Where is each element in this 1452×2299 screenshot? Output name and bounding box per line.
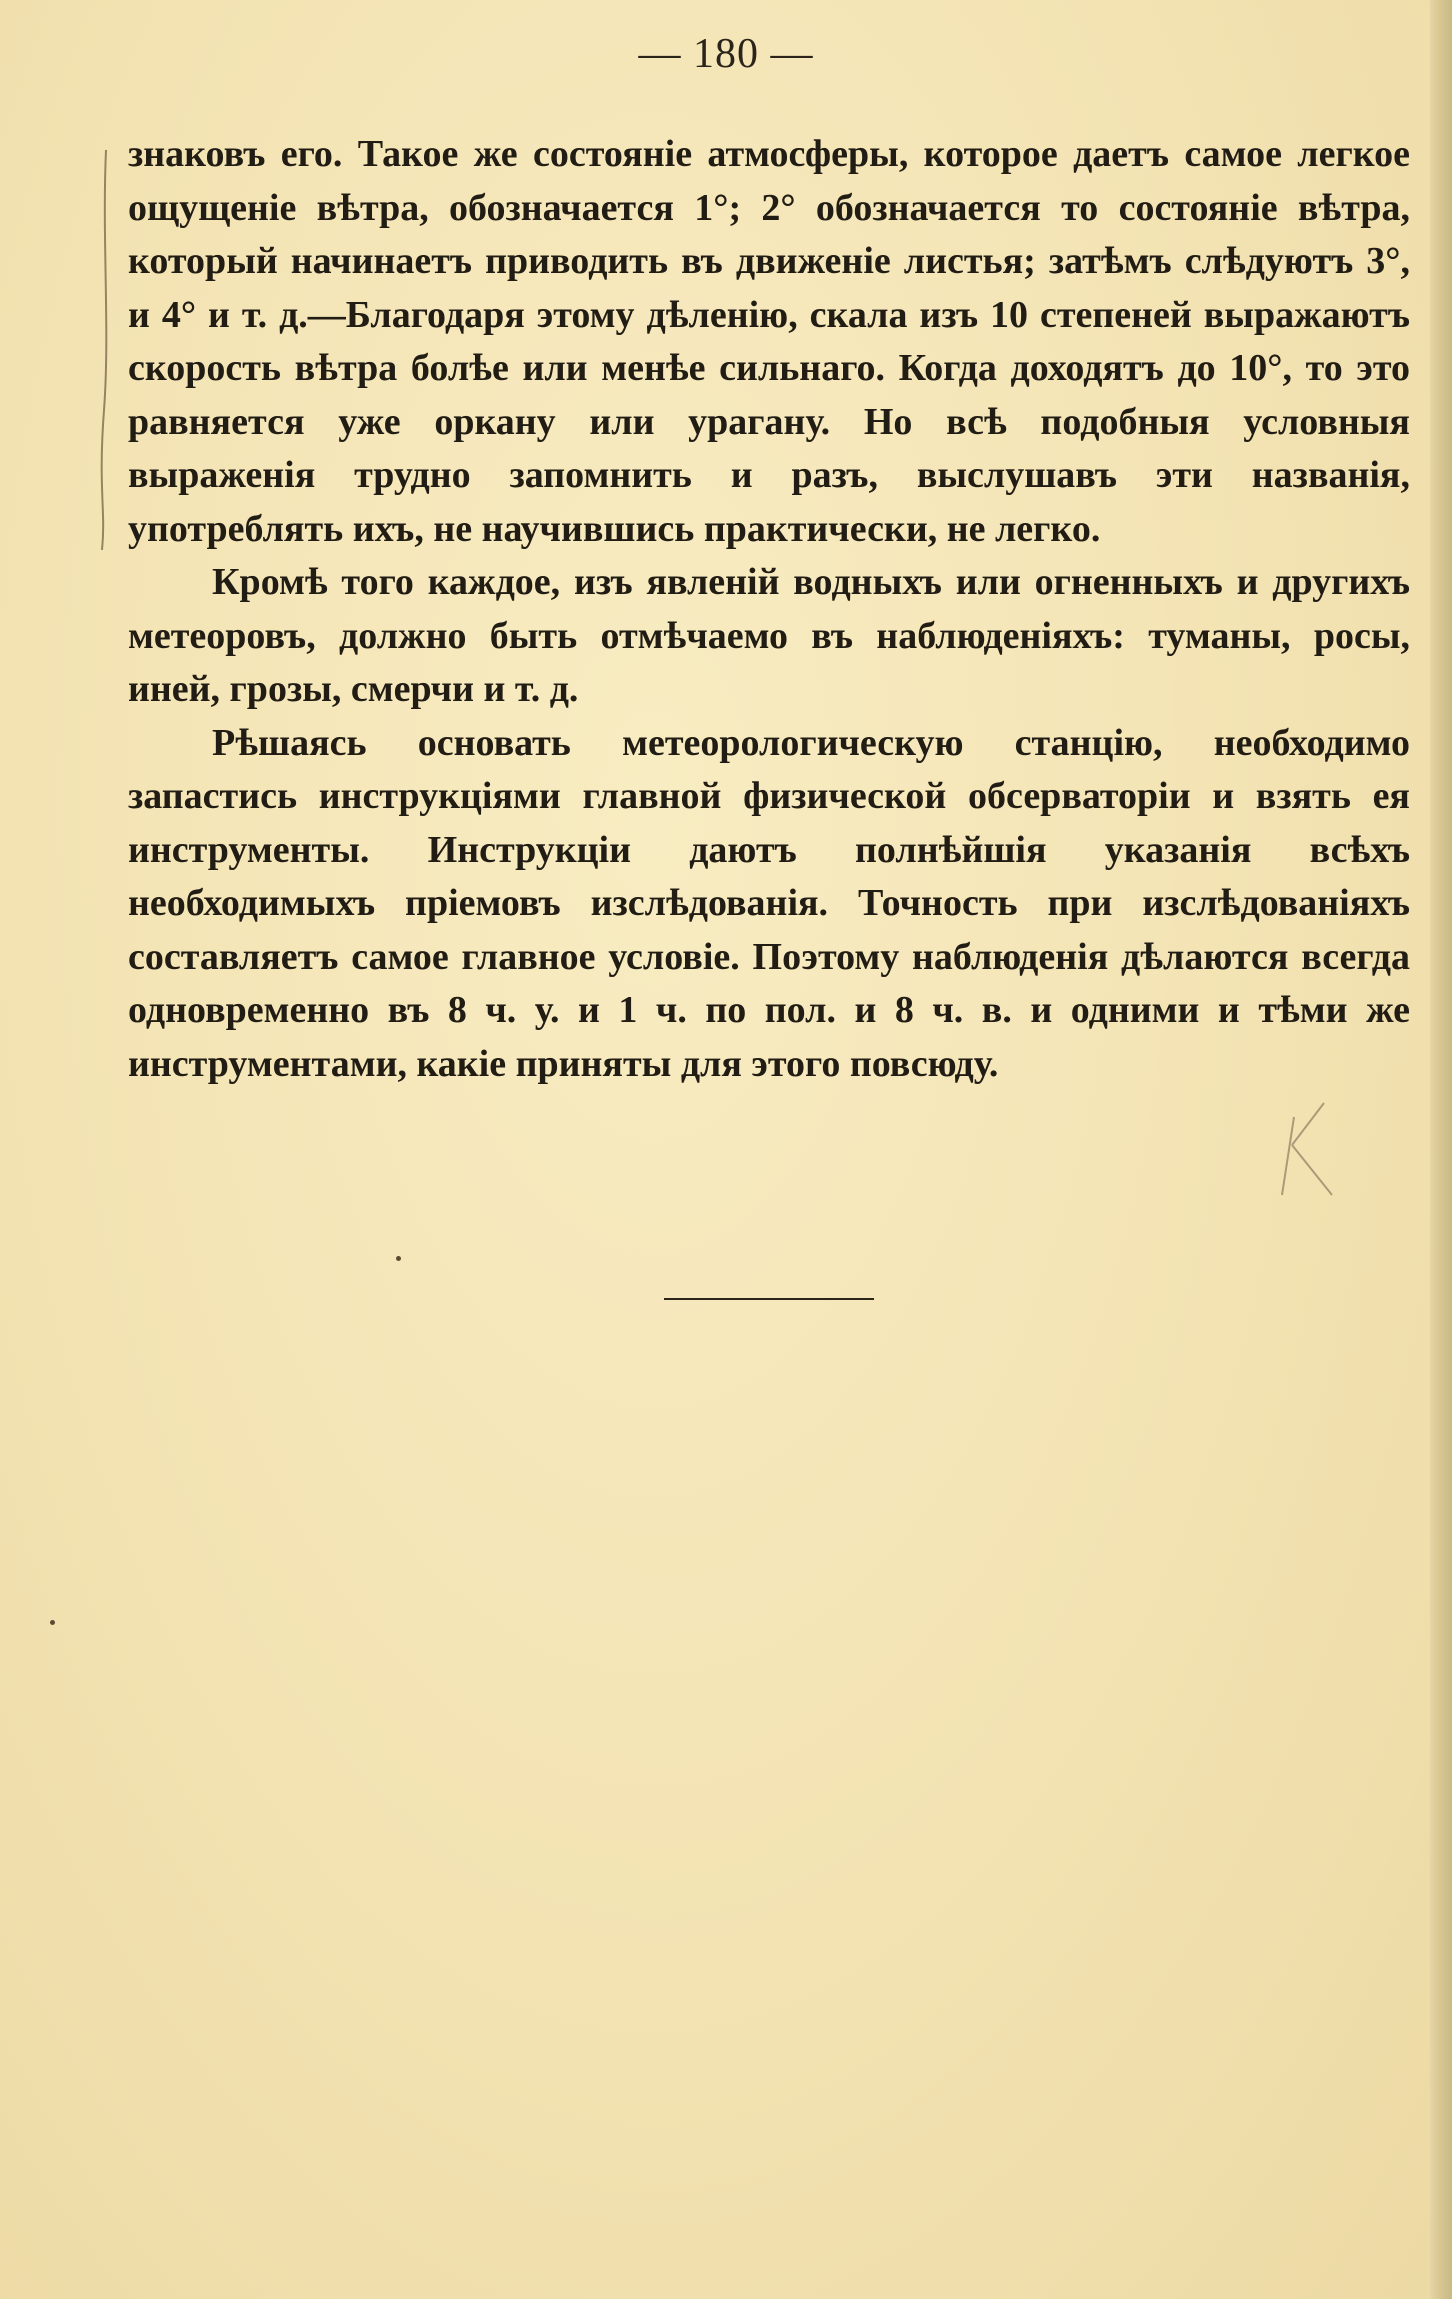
page-number: — 180 — xyxy=(638,31,814,77)
section-separator-rule xyxy=(664,1298,874,1300)
paper-speck xyxy=(396,1256,401,1261)
paragraph-2: Кромѣ того каждое, изъ явленiй водныхъ или огненныхъ и другихъ метеоровъ, должно быть отмѣчаемо въ наблюденiяхъ: туманы, росы, иней, грозы, смерчи и т. д. xyxy=(128,561,1410,710)
page-edge xyxy=(1430,0,1452,2299)
body-text xyxy=(128,128,1410,1091)
paragraph-1: знаковъ его. Такое же состоянiе атмосферы, которое даетъ самое легкое ощущенiе вѣтра, обозначается 1°; 2° обозначается то состоянiе вѣтра, который начинаетъ приводить въ движенiе листья; затѣмъ слѣдуютъ 3°, и 4° и т. д.—Благодаря этому дѣленiю, скала изъ 10 степеней выражаютъ скорость вѣтра болѣе или менѣе сильнаго. Когда доходятъ до 10°, то это равняется уже оркану или урагану. Но всѣ подобныя условныя выраженiя трудно запомнить и разъ, выслушавъ эти названiя, употреблять ихъ, не научившись практически, не легко. xyxy=(128,133,1410,550)
margin-pencil-line xyxy=(96,150,114,550)
paragraph-3: Рѣшаясь основать метеорологическую станцiю, необходимо запастись инструкцiями главной физической обсерваторiи и взять ея инструменты. Инструкцiи даютъ полнѣйшiя указанiя всѣхъ необходимыхъ прiемовъ изслѣдованiя. Точность при изслѣдованiяхъ составляетъ самое главное условiе. Поэтому наблюденiя дѣлаются всегда одновременно въ 8 ч. у. и 1 ч. по пол. и 8 ч. в. и одними и тѣми же инструментами, какiе приняты для этого повсюду. xyxy=(128,721,1410,1085)
paper-speck xyxy=(50,1620,55,1625)
pencil-check-mark xyxy=(1262,1095,1352,1205)
